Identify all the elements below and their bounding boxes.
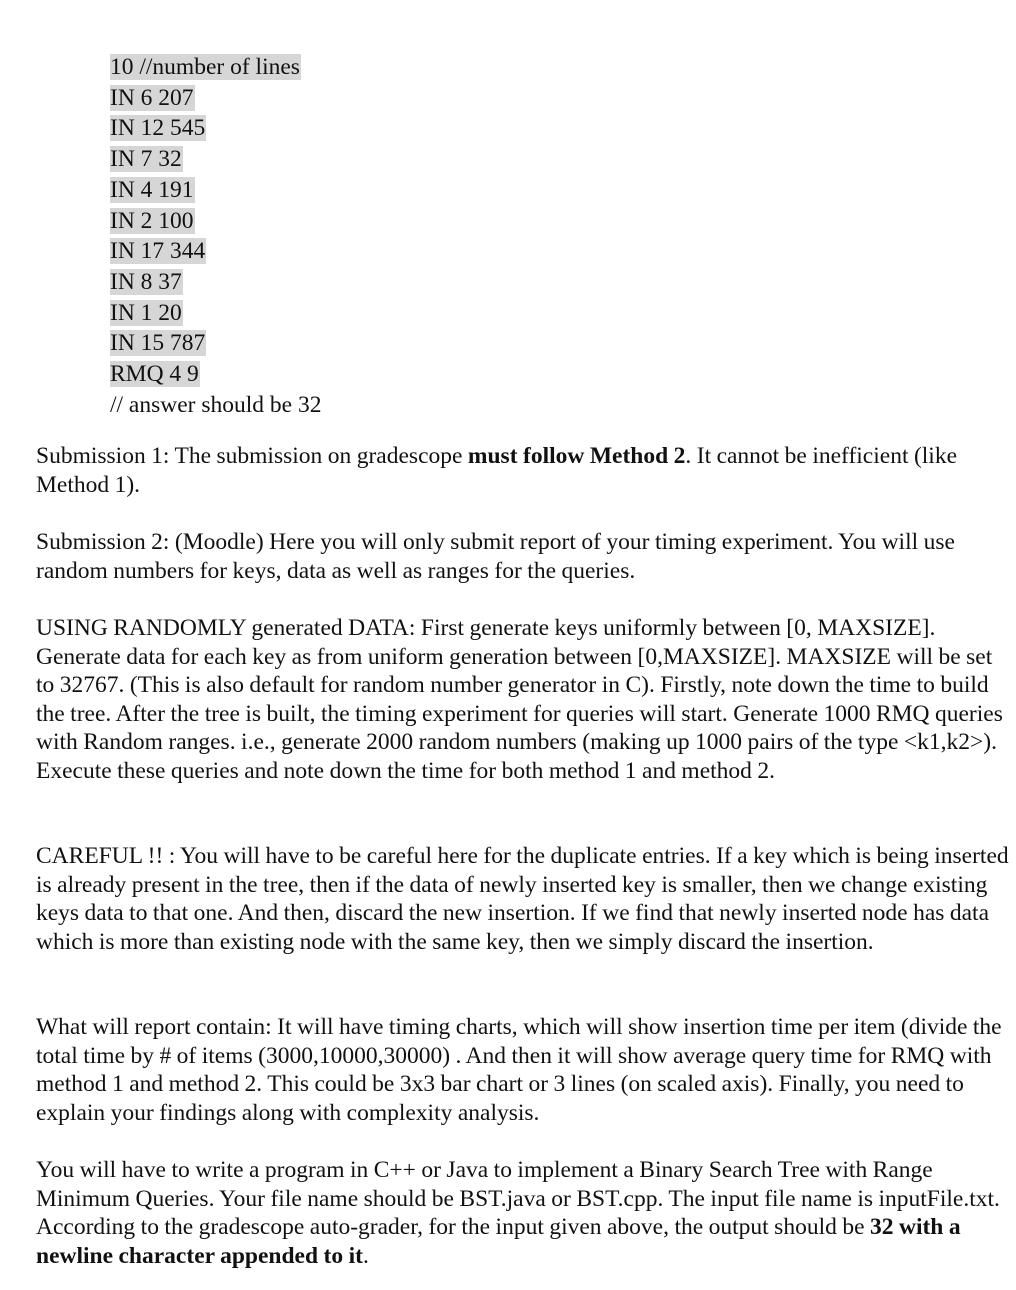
- program-text-post: .: [362, 1242, 369, 1269]
- code-line-text: IN 15 787: [110, 330, 206, 357]
- code-line: [110, 328, 321, 359]
- code-line-text: IN 1 20: [110, 299, 182, 326]
- code-line: [110, 236, 321, 267]
- code-line: [110, 298, 321, 329]
- code-line: [110, 52, 321, 83]
- code-line-text: IN 17 344: [110, 238, 206, 265]
- code-line: [110, 206, 321, 237]
- code-line: [110, 113, 321, 144]
- input-example-block: [110, 52, 321, 420]
- code-line: [110, 359, 321, 390]
- code-line: [110, 144, 321, 175]
- code-line-text: IN 2 100: [110, 207, 194, 234]
- code-line-text: 10 //number of lines: [110, 54, 300, 80]
- program-paragraph: [36, 1156, 1011, 1270]
- submission-1-bold: must follow Method 2: [467, 443, 686, 469]
- code-line-text: IN 8 37: [110, 268, 182, 295]
- code-line-text: IN 4 191: [110, 176, 194, 203]
- report-paragraph: What will report contain: It will have timing charts, which will show insertion time per item (divide the total time by # of items (3000,10000,30000) . And then it will show average query time for RMQ with method 1 and method 2. This could be 3x3 bar chart or 3 lines (on scaled axis). Finally, you need to explain your findings along with complexity analysis.: [36, 1014, 1002, 1126]
- random-data-paragraph: USING RANDOMLY generated DATA: First generate keys uniformly between [0, MAXSIZE]. Generate data for each key as from uniform generation between [0,MAXSIZE]. MAXSIZE will be set to 32767. (This is also default for random number generator in C). Firstly, note down the time to build the tree. After the tree is built, the timing experiment for queries will start. Generate 1000 RMQ queries with Random ranges. i.e., generate 2000 random numbers (making up 1000 pairs of the type <k1,k2>). Execute these queries and note down the time for both method 1 and method 2.: [36, 615, 1003, 784]
- submission-1-paragraph: [36, 442, 1011, 499]
- code-line-text: IN 6 207: [110, 84, 194, 111]
- code-line-text: RMQ 4 9: [110, 361, 199, 388]
- submission-1-text-post: . It cannot be inefficient (like Method 1).: [36, 443, 958, 498]
- code-line-text: IN 7 32: [110, 146, 182, 173]
- answer-comment: // answer should be 32: [110, 391, 322, 418]
- code-line-text: IN 12 545: [110, 115, 206, 142]
- careful-paragraph: CAREFUL !! : You will have to be careful here for the duplicate entries. If a key which is being inserted is already present in the tree, then if the data of newly inserted key is smaller, then we change existing keys data to that one. And then, discard the new insertion. If we find that newly inserted node has data which is more than existing node with the same key, then we simply discard the insertion.: [36, 843, 1009, 955]
- code-line: [110, 267, 321, 298]
- submission-2-paragraph: Submission 2: (Moodle) Here you will only submit report of your timing experiment. You will use random numbers for keys, data as well as ranges for the queries.: [36, 529, 955, 584]
- submission-1-text-pre: Submission 1: The submission on gradescope: [36, 443, 468, 469]
- program-bold: 32 with a newline character appended to it: [36, 1214, 961, 1269]
- code-line: [110, 83, 321, 114]
- program-text-pre: You will have to write a program in C++ or Java to implement a Binary Search Tree with Range Minimum Queries. Your file name should be BST.java or BST.cpp. The input file name is inputFile.txt. According to the gradescope auto-grader, for the input given above, the output should be: [36, 1157, 1000, 1241]
- code-line: [110, 175, 321, 206]
